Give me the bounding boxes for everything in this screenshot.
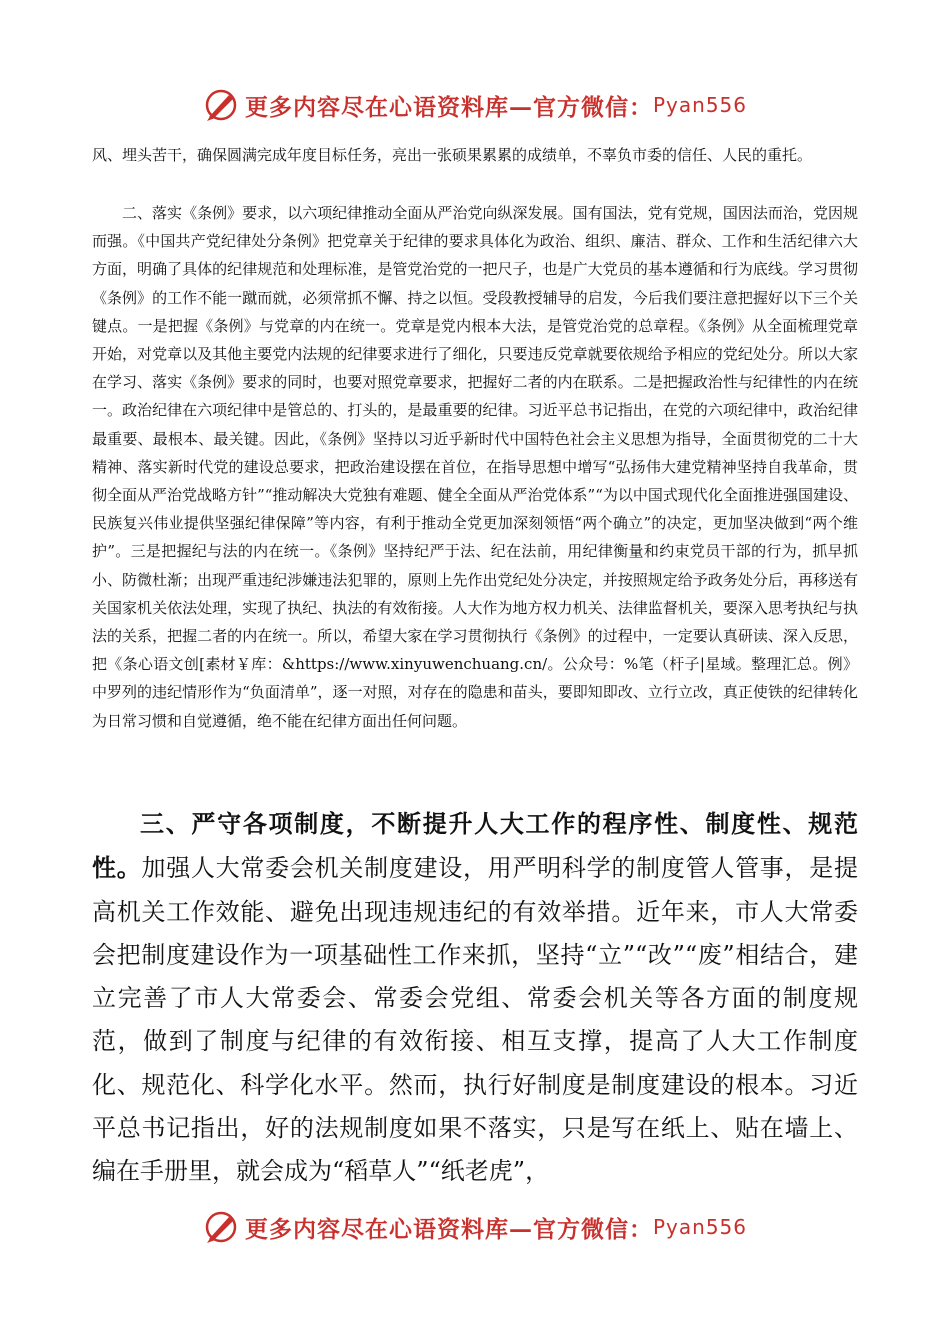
paragraph-text: 二、落实《条例》要求，以六项纪律推动全面从严治党向纵深发展。国有国法，党有党规，国因法而治，党因规而强。《中国共产党纪律处分条例》把党章关于纪律的要求具体化为政治、组织、廉洁、群众、工作和生活纪律六大方面，明确了具体的纪律规范和处理标准，是管党治党的一把尺子，也是广大党员的基本遵循和行为底线。学习贯彻《条例》的工作不能一蹴而就，必须常抓不懈、持之以恒。受段教授辅导的启发，今后我们要注意把握好以下三个关键点。一是把握《条例》与党章的内在统一。党章是党内根本大法，是管党治党的总章程。《条例》从全面梳理党章开始，对党章以及其他主要党内法规的纪律要求进行了细化，只要违反党章就要依规给予相应的党纪处分。所以大家在学习、落实《条例》要求的同时，也要对照党章要求，把握好二者的内在联系。二是把握政治性与纪律性的内在统一。政治纪律在六项纪律中是管总的、打头的，是最重要的纪律。习近平总书记指出，在党的六项纪律中，政治纪律最重要、最根本、最关键。因此，《条例》坚持以习近乎新时代中国特色社会主义思想为指导，全面贯彻党的二十大精神、落实新时代党的建设总要求，把政治建设摆在首位，在指导思想中增写“弘扬伟大建党精神坚持自我革命，贯彻全面从严治党战略方针”“推动解决大党独有难题、健全全面从严治党体系”“为以中国式现代化全面推进强国建设、民族复兴伟业提供坚强纪律保障”等内容，有利于推动全党更加深刻领悟“两个确立”的决定，更加坚决做到“两个维护”。三是把握纪与法的内在统一。《条例》坚持纪严于法、纪在法前，用纪律衡量和约束党员干部的行为，抓早抓小、防微杜渐；出现严重违纪涉嫌违法犯罪的，原则上先作出党纪处分决定，并按照规定给予政务处分后，再移送有关国家机关依法处理，实现了执纪、执法的有效衔接。人大作为地方权力机关、法律监督机关，要深入思考执纪与执法的关系，把握二者的内在统一。所以，希望大家在学习贯彻执行《条例》的过程中，一定要认真研读、深入反思，把《条心语文创[素材￥库：&https://www.xinyuwenchuang.cn/。公众号：%笔（杆子|星域。整理汇总。例》中罗列的违纪情形作为“负面清单”，逐一对照，对存在的隐患和苗头，要即知即改、立行立改，真正使铁的纪律转化为日常习惯和自觉遵循，绝不能在纪律方面出任何问题。 xyxy=(92,204,858,730)
paragraph-continuation xyxy=(92,141,858,169)
paragraph-section-two xyxy=(92,199,858,735)
banner-text: 更多内容尽在心语资料库—官方微信： xyxy=(244,1215,653,1243)
footer-banner xyxy=(0,1204,950,1250)
paragraph-section-three xyxy=(92,802,858,1194)
banner-text: 更多内容尽在心语资料库—官方微信： xyxy=(244,93,653,121)
pen-logo-icon xyxy=(203,87,239,123)
paragraph-text: 加强人大常委会机关制度建设，用严明科学的制度管人管事，是提高机关工作效能、避免出现违规违纪的有效举措。近年来，市人大常委会把制度建设作为一项基础性工作来抓，坚持“立”“改”“废”相结合，建立完善了市人大常委会、常委会党组、常委会机关等各方面的制度规范，做到了制度与纪律的有效衔接、相互支撑，提高了人大工作制度化、规范化、科学化水平。然而，执行好制度是制度建设的根本。习近平总书记指出，好的法规制度如果不落实，只是写在纸上、贴在墙上、编在手册里，就会成为“稻草人”“纸老虎”， xyxy=(92,854,858,1186)
header-banner xyxy=(0,82,950,128)
section-heading: 三、严守各项制度，不断提升人大工作的程序性、制度性、规范性。 xyxy=(92,809,858,883)
pen-logo-icon xyxy=(203,1209,239,1245)
paragraph-text: 风、埋头苦干，确保圆满完成年度目标任务，亮出一张硕果累累的成绩单，不辜负市委的信任、人民的重托。 xyxy=(92,146,813,164)
banner-wechat-id: Pyan556 xyxy=(652,1215,747,1239)
banner-wechat-id: Pyan556 xyxy=(652,93,747,117)
